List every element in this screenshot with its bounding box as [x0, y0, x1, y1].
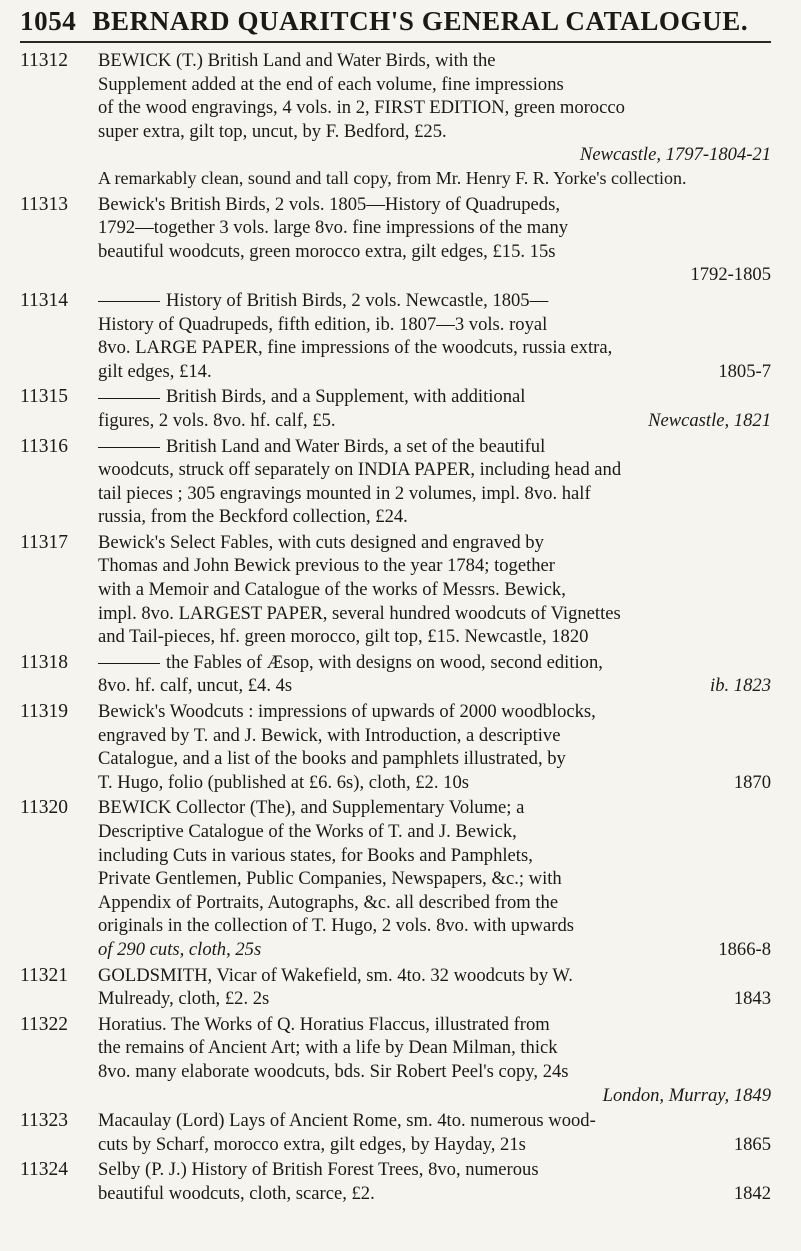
imprint: Newcastle, 1797-1804-21	[579, 144, 771, 166]
entry-line: originals in the collection of T. Hugo, 2 vols. 8vo. with upwards	[98, 915, 574, 937]
imprint: 1870	[733, 771, 771, 793]
imprint: ib. 1823	[710, 675, 771, 697]
entry-line: the Fables of Æsop, with designs on wood, second edition,	[166, 651, 603, 673]
imprint: London, Murray, 1849	[602, 1084, 771, 1106]
entry-line: super extra, gilt top, uncut, by F. Bedford, £25.	[98, 120, 447, 142]
running-head	[20, 6, 771, 37]
entry-line: 1792—together 3 vols. large 8vo. fine impressions of the many	[98, 217, 569, 239]
ditto-dash	[98, 398, 160, 399]
entry-line: Thomas and John Bewick previous to the year 1784; together	[98, 555, 555, 577]
catalogue-entry	[20, 193, 771, 287]
catalogue-entry	[20, 1013, 771, 1107]
entry-line: figures, 2 vols. 8vo. hf. calf, £5.	[98, 409, 336, 431]
entry-line: and Tail-pieces, hf. green morocco, gilt top, £15. Newcastle, 1820	[98, 626, 589, 648]
lot-number: 11321	[20, 964, 69, 986]
page-number: 1054	[20, 6, 77, 36]
entry-line: gilt edges, £14.	[98, 360, 212, 382]
ditto-dash	[98, 663, 160, 664]
entry-line: 8vo. hf. calf, uncut, £4. 4s	[98, 675, 293, 697]
entry-line: woodcuts, struck off separately on INDIA PAPER, including head and	[98, 459, 622, 481]
entry-line: Supplement added at the end of each volume, fine impressions	[98, 73, 564, 95]
lot-number: 11316	[20, 435, 69, 457]
entry-line: 8vo. many elaborate woodcuts, bds. Sir Robert Peel's copy, 24s	[98, 1060, 569, 1082]
entry-line: beautiful woodcuts, cloth, scarce, £2.	[98, 1182, 375, 1204]
page-title: BERNARD QUARITCH'S GENERAL CATALOGUE.	[92, 6, 749, 36]
catalogue-entry	[20, 651, 771, 698]
entry-line: engraved by T. and J. Bewick, with Introduction, a descriptive	[98, 724, 561, 746]
lot-number: 11322	[20, 1013, 69, 1035]
entry-line: Descriptive Catalogue of the Works of T. and J. Bewick,	[98, 821, 517, 842]
catalogue-entry	[20, 1158, 771, 1205]
imprint: Newcastle, 1821	[648, 409, 771, 431]
entry-line: Private Gentlemen, Public Companies, Newspapers, &c.; with	[98, 868, 562, 890]
imprint: 1842	[733, 1182, 771, 1204]
ditto-dash	[98, 301, 160, 302]
entry-line: Horatius. The Works of Q. Horatius Flaccus, illustrated from	[98, 1013, 550, 1035]
catalogue-entry	[20, 289, 771, 383]
catalogue-entry	[20, 700, 771, 794]
imprint: 1805-7	[718, 360, 771, 382]
entry-line: Bewick's Select Fables, with cuts designed and engraved by	[98, 531, 544, 553]
entry-line: History of Quadrupeds, fifth edition, ib. 1807—3 vols. royal	[98, 313, 548, 335]
catalogue-entry	[20, 964, 771, 1011]
entry-line: British Land and Water Birds, a set of the beautiful	[166, 435, 546, 457]
lot-number: 11319	[20, 701, 69, 723]
catalogue-entry	[20, 531, 771, 649]
lot-number: 11318	[20, 651, 69, 673]
imprint: 1843	[733, 988, 771, 1010]
entry-line: Selby (P. J.) History of British Forest Trees, 8vo, numerous	[98, 1159, 539, 1181]
entry-line: Macaulay (Lord) Lays of Ancient Rome, sm. 4to. numerous wood-	[98, 1110, 596, 1132]
entry-line: Appendix of Portraits, Autographs, &c. all described from the	[98, 891, 559, 913]
entry-line: T. Hugo, folio (published at £6. 6s), cloth, £2. 10s	[98, 771, 469, 793]
entry-line: cuts by Scharf, morocco extra, gilt edges, by Hayday, 21s	[98, 1133, 526, 1155]
ditto-dash	[98, 447, 160, 448]
lot-number: 11320	[20, 797, 69, 819]
catalogue-entry	[20, 796, 771, 961]
entry-line: the remains of Ancient Art; with a life by Dean Milman, thick	[98, 1037, 558, 1059]
entry-line: tail pieces ; 305 engravings mounted in 2 volumes, impl. 8vo. half	[98, 482, 591, 504]
lot-number: 11312	[20, 50, 69, 71]
entry-line: Mulready, cloth, £2. 2s	[98, 988, 270, 1010]
imprint: 1866-8	[718, 938, 771, 960]
entry-line: British Birds, and a Supplement, with additional	[166, 386, 526, 408]
lot-number: 11317	[20, 531, 69, 553]
catalogue-entry	[20, 49, 771, 191]
entry-line: Catalogue, and a list of the books and pamphlets illustrated, by	[98, 748, 566, 770]
entry-note: A remarkably clean, sound and tall copy, from Mr. Henry F. R. Yorke's collection.	[98, 167, 687, 188]
entry-line: of 290 cuts, cloth, 25s	[98, 938, 262, 960]
entry-line: including Cuts in various states, for Books and Pamphlets,	[98, 844, 533, 866]
catalogue-entry	[20, 435, 771, 529]
entry-line: 8vo. LARGE PAPER, fine impressions of the woodcuts, russia extra,	[98, 337, 613, 359]
lot-number: 11313	[20, 193, 69, 215]
entry-line: impl. 8vo. LARGEST PAPER, several hundred woodcuts of Vignettes	[98, 602, 621, 624]
entry-line: russia, from the Beckford collection, £24.	[98, 506, 408, 528]
entry-line: BEWICK (T.) British Land and Water Birds, with the	[98, 50, 496, 71]
imprint: 1792-1805	[690, 264, 771, 286]
entry-line: BEWICK Collector (The), and Supplementary Volume; a	[98, 797, 525, 819]
lot-number: 11314	[20, 289, 69, 311]
entry-line: Bewick's Woodcuts : impressions of upwards of 2000 woodblocks,	[98, 701, 596, 723]
entry-line: GOLDSMITH, Vicar of Wakefield, sm. 4to. 32 woodcuts by W.	[98, 964, 573, 986]
entry-line: of the wood engravings, 4 vols. in 2, FIRST EDITION, green morocco	[98, 97, 625, 119]
entry-line: with a Memoir and Catalogue of the works of Messrs. Bewick,	[98, 579, 566, 601]
header-rule	[20, 41, 771, 43]
catalogue-entry	[20, 385, 771, 432]
entry-line: Bewick's British Birds, 2 vols. 1805—History of Quadrupeds,	[98, 193, 560, 215]
imprint: 1865	[733, 1133, 771, 1155]
lot-number: 11323	[20, 1110, 69, 1132]
lot-number: 11315	[20, 386, 69, 408]
lot-number: 11324	[20, 1159, 69, 1181]
entry-line: History of British Birds, 2 vols. Newcastle, 1805—	[166, 289, 549, 311]
entry-line: beautiful woodcuts, green morocco extra, gilt edges, £15. 15s	[98, 240, 556, 262]
catalogue-entry	[20, 1109, 771, 1156]
